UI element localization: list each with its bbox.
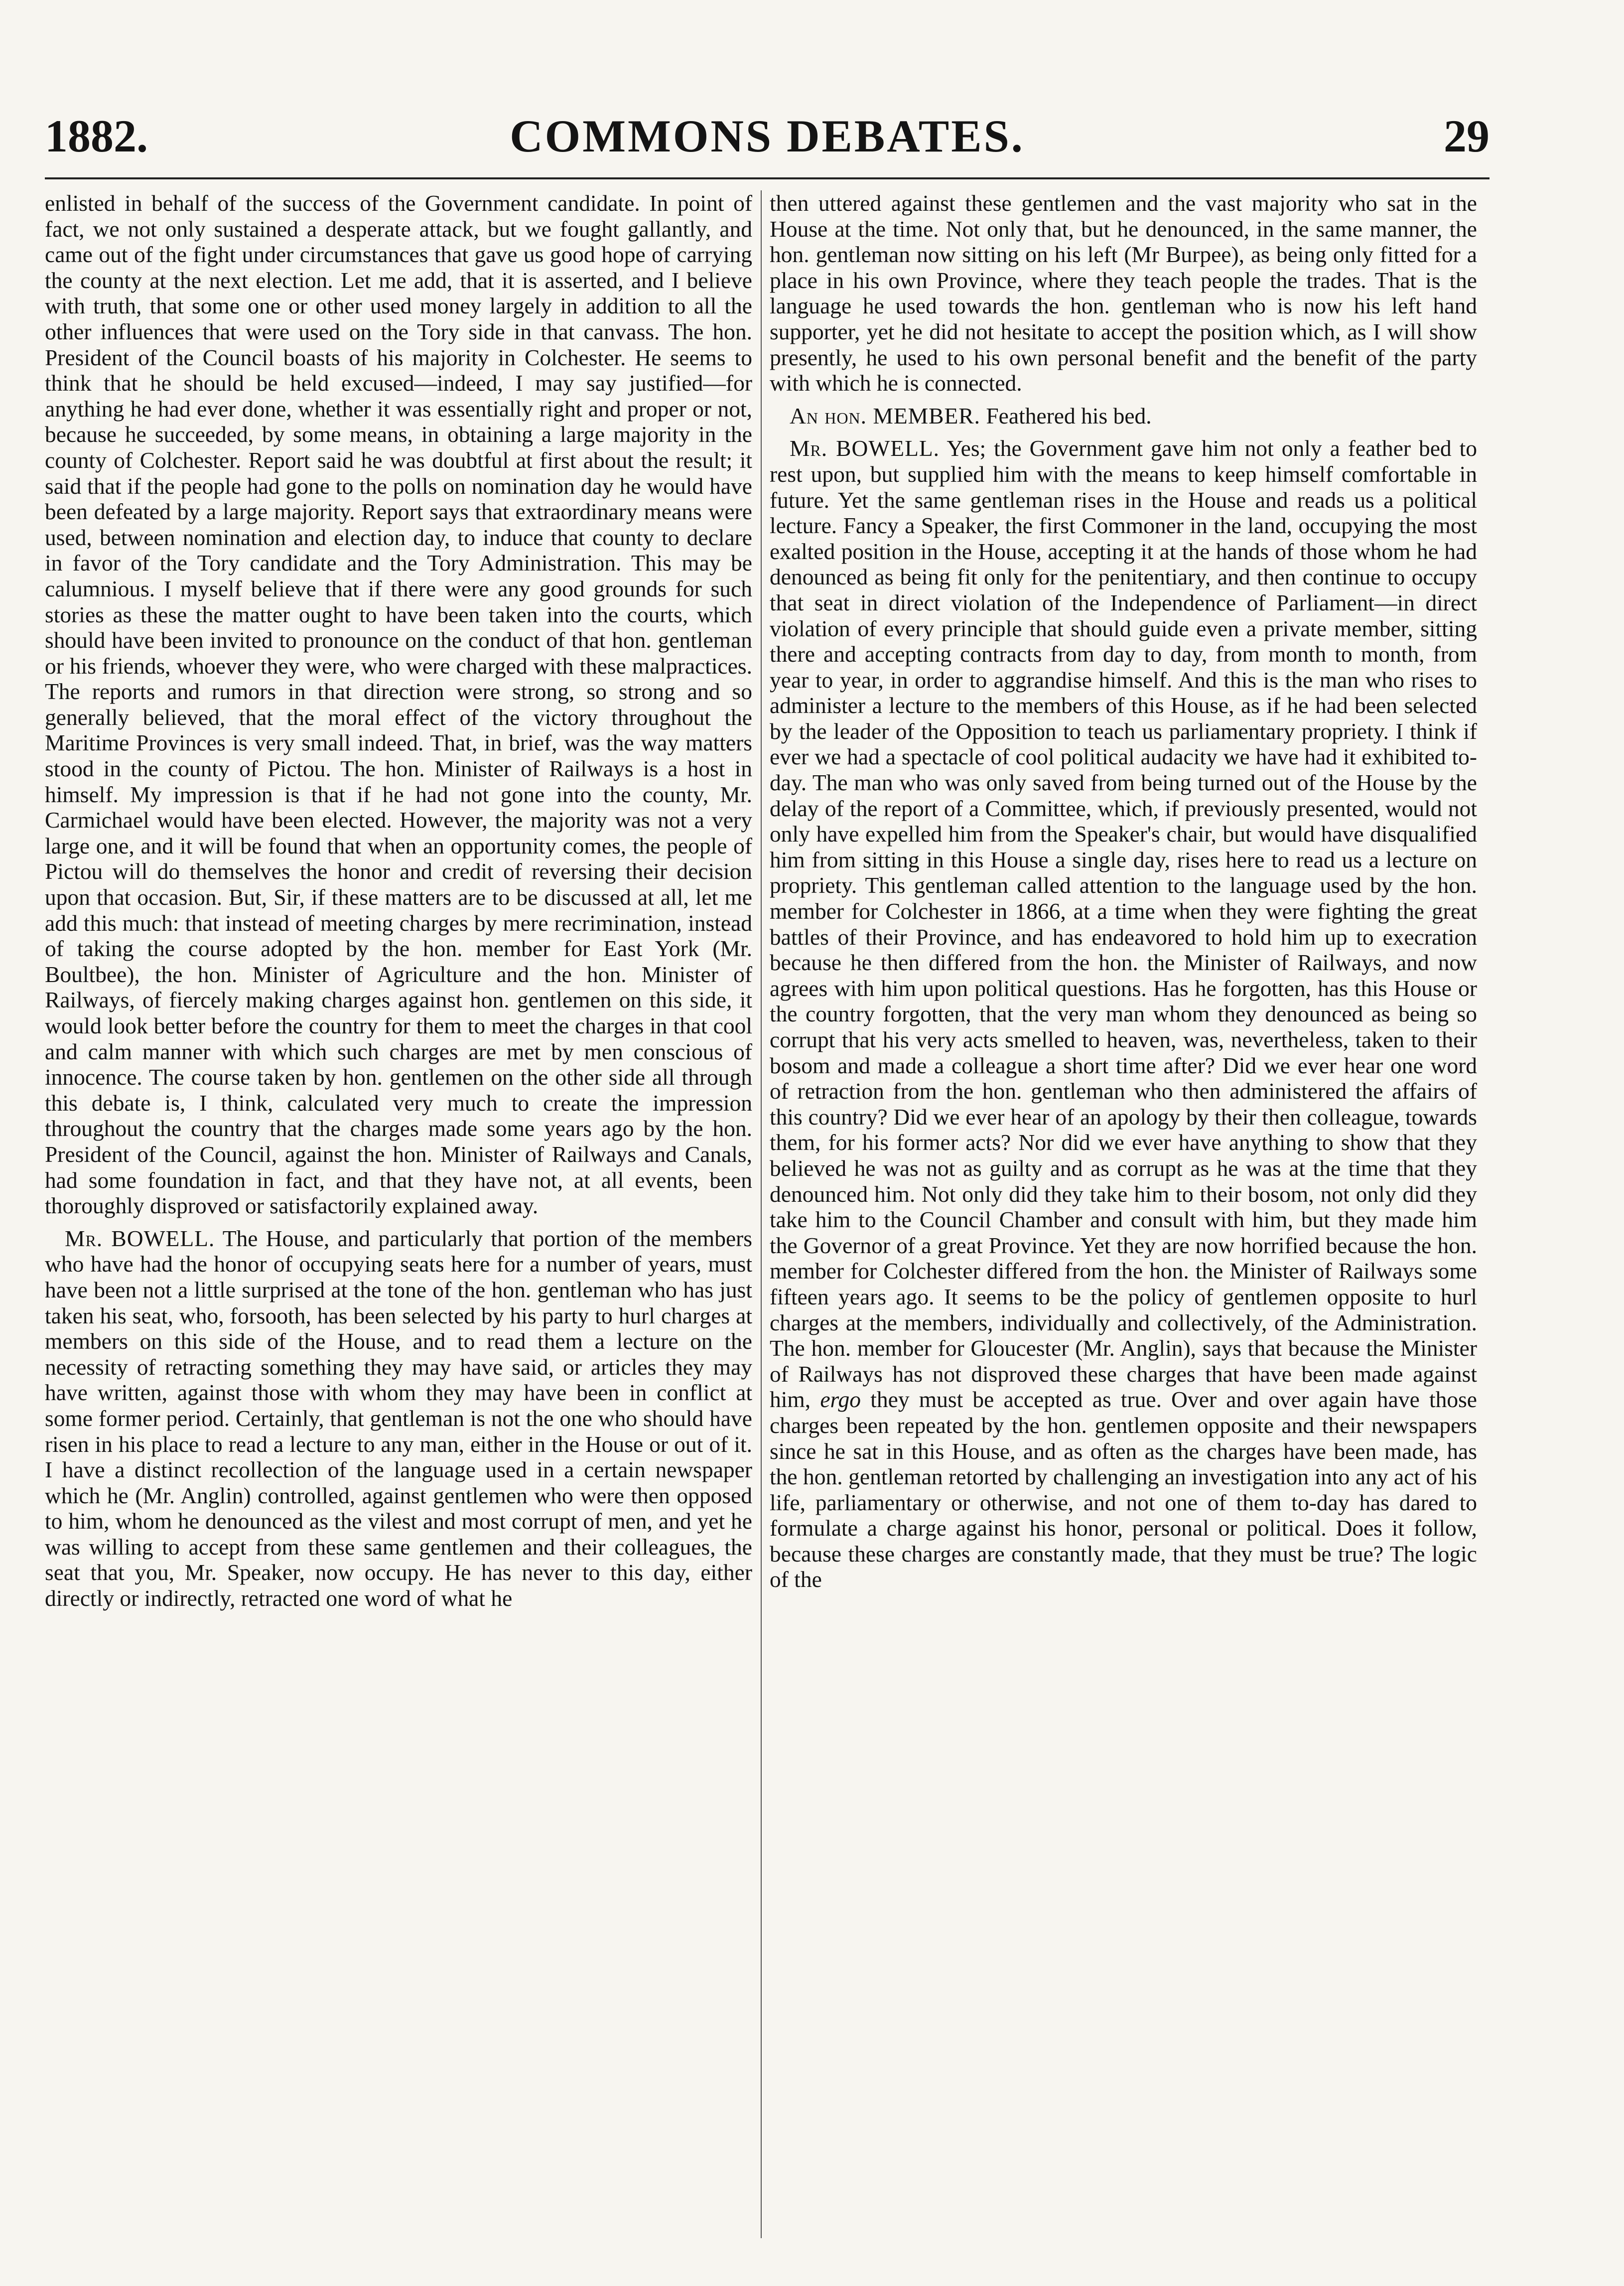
header-page-number: 29	[1444, 111, 1489, 161]
left-paragraph-2	[45, 1226, 752, 1611]
column-divider	[761, 190, 762, 2238]
page-header	[45, 109, 1489, 163]
left-column	[45, 190, 752, 2243]
header-rule	[45, 177, 1489, 179]
right-paragraph-2	[770, 403, 1477, 429]
right-column	[770, 190, 1477, 2243]
speaker-name: An hon. MEMBER.	[790, 403, 980, 429]
left-paragraph-1: enlisted in behalf of the success of the Government candidate. In point of fact, we not only sustained a desperate attack, but we fought gallantly, and came out of the fight under circumstances that gave us good hope of carrying the county at the next election. Let me add, that it is asserted, and I believe with truth, that some one or other used money largely in addition to all the other influences that were used on the Tory side in that canvass. The hon. President of the Council boasts of his majority in Colchester. He seems to think that he should be held excused—indeed, I may say justified—for anything he had ever done, whether it was essentially right and proper or not, because he succeeded, by some means, in obtaining a large majority in the county of Colchester. Report said he was doubtful at first about the result; it said that if the people had gone to the polls on nomination day he would have been defeated by a large majority. Report says that extraordinary means were used, between nomination and election day, to induce that county to declare in favor of the Tory candidate and the Tory Administration. This may be calumnious. I myself believe that if there were any good grounds for such stories as these the matter ought to have been taken into the courts, which should have been invited to pronounce on the conduct of that hon. gentleman or his friends, whoever they were, who were charged with these malpractices. The reports and rumors in that direction were strong, so strong and so generally believed, that the moral effect of the victory throughout the Maritime Provinces is very small indeed. That, in brief, was the way matters stood in the county of Pictou. The hon. Minister of Railways is a host in himself. My impression is that if he had not gone into the county, Mr. Carmichael would have been elected. However, the majority was not a very large one, and it will be found that when an opportunity comes, the people of Pictou will do themselves the honor and credit of reversing their decision upon that occasion. But, Sir, if these matters are to be discussed at all, let me add this much: that instead of meeting charges by mere recrimination, instead of taking the course adopted by the hon. member for East York (Mr. Boultbee), the hon. Minister of Agriculture and the hon. Minister of Railways, of fiercely making charges against hon. gentlemen on this side, it would look better before the country for them to meet the charges in that cool and calm manner with which such charges are met by men conscious of innocence. The course taken by hon. gentlemen on the other side all through this debate is, I think, calculated very much to create the impression throughout the country that the charges made some years ago by the hon. President of the Council, against the hon. Minister of Railways and Canals, had some foundation in fact, and that they have not, at all events, been thoroughly disproved or satisfactorily explained away.	[45, 190, 752, 1219]
speech-text: The House, and particularly that portion of the members who have had the honor of occupying seats here for a number of years, must have been not a little surprised at the tone of the hon. gentleman who has just taken his seat, who, forsooth, has been selected by his party to hurl charges at members on this side of the House, and to read them a lecture on the necessity of retracting something they may have said, or articles they may have written, against those with whom they may have been in conflict at some former period. Certainly, that gentleman is not the one who should have risen in his place to read a lecture to any man, either in the House or out of it. I have a distinct recollection of the language used in a certain newspaper which he (Mr. Anglin) controlled, against gentlemen who were then opposed to him, whom he denounced as the vilest and most corrupt of men, and yet he was willing to accept from these same gentlemen and their colleagues, the seat that you, Mr. Speaker, now occupy. He has never to this day, either directly or indirectly, retracted one word of what he	[45, 1225, 752, 1611]
speaker-name: Mr. BOWELL.	[790, 435, 940, 461]
right-paragraph-3	[770, 435, 1477, 1592]
speaker-name: Mr. BOWELL.	[65, 1225, 215, 1251]
right-paragraph-1: then uttered against these gentlemen and the vast majority who sat in the House at the time. Not only that, but he denounced, in the same manner, the hon. gentleman now sitting on his left (Mr Burpee), as being only fitted for a place in his own Province, where they teach people the trades. That is the language he used towards the hon. gentleman who is now his left hand supporter, yet he did not hesitate to accept the position which, as I will show presently, he used to his own personal benefit and the benefit of the party with which he is connected.	[770, 190, 1477, 396]
header-title: COMMONS DEBATES.	[510, 111, 1025, 161]
speech-text: Yes; the Government gave him not only a feather bed to rest upon, but supplied him with the means to keep himself comfortable in future. Yet the same gentleman rises in the House and reads us a political lecture. Fancy a Speaker, the first Commoner in the land, occupying the most exalted position in the House, accepting it at the hands of those whom he had denounced as being fit only for the penitentiary, and then continue to occupy that seat in direct violation of the Independence of Parliament—in direct violation of every principle that should guide even a private member, sitting there and accepting contracts from day to day, from month to month, from year to year, in order to aggrandise himself. And this is the man who rises to administer a lecture to the members of this House, as if he had been selected by the leader of the Opposition to teach us parliamentary propriety. I think if ever we had a spectacle of cool political audacity we have had it exhibited to-day. The man who was only saved from being turned out of the House by the delay of the report of a Committee, which, if previously presented, would not only have expelled him from the Speaker's chair, but would have disqualified him from sitting in this House a single day, rises here to read us a lecture on propriety. This gentleman called attention to the language used by the hon. member for Colchester in 1866, at a time when they were fighting the great battles of their Province, and has endeavored to hold him up to execration because he then differed from the hon. the Minister of Railways, and now agrees with him upon political questions. Has he forgotten, has this House or the country forgotten, that the very man whom they denounced as being so corrupt that his very acts smelled to heaven, was, nevertheless, taken to their bosom and made a colleague a short time after? Did we ever hear one word of retraction from the hon. gentleman who then administered the affairs of this country? Did we ever hear of an apology by their then colleague, towards them, for his former acts? Nor did we ever have anything to show that they believed he was not as guilty and as corrupt as he was at the time that they denounced him. Not only did they take him to their bosom, not only did they take him to the Council Chamber and consult with him, but they made him the Governor of a great Province. Yet they are now horrified because the hon. member for Colchester differed from the hon. the Minister of Railways some fifteen years ago. It seems to be the policy of gentlemen opposite to hurl charges at the members, individually and collectively, of the Administration. The hon. member for Gloucester (Mr. Anglin), says that because the Minister of Railways has not disproved these charges that have been made against him,	[770, 435, 1477, 1413]
header-year: 1882.	[45, 111, 148, 161]
speech-text: they must be accepted as true. Over and over again have those charges been repeated by the hon. gentlemen opposite and their newspapers since he sat in this House, and as often as the charges have been made, has the hon. gentleman retorted by challenging an investigation into any act of his life, parliamentary or otherwise, and not one of them to-day has dared to formulate a charge against his honor, personal or political. Does it follow, because these charges are constantly made, that they must be true? The logic of the	[770, 1387, 1477, 1592]
speech-text: Feathered his bed.	[986, 403, 1152, 429]
italic-word: ergo	[820, 1387, 861, 1413]
